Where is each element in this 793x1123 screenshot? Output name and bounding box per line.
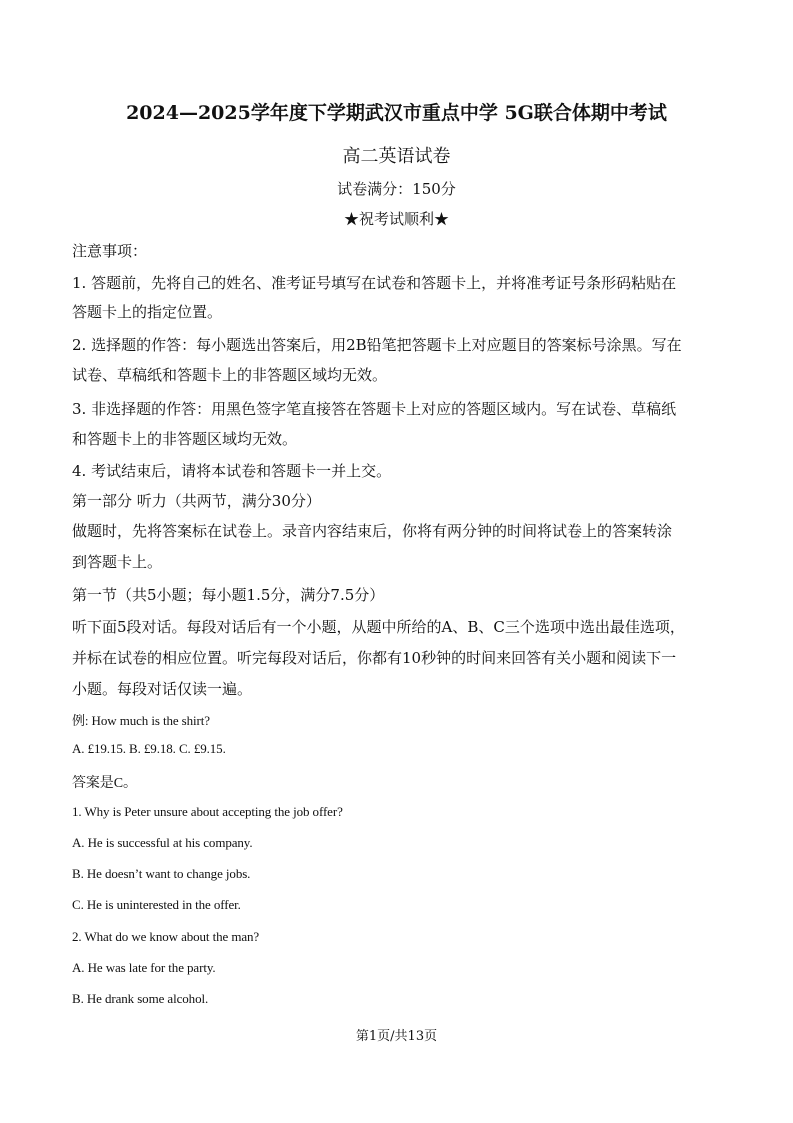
question-stem: 1. Why is Peter unsure about accepting the job offer? bbox=[72, 804, 343, 819]
notice-line: 1. 答题前，先将自己的姓名、准考证号填写在试卷和答题卡上，并将准考证号条形码粘贴在 bbox=[72, 274, 677, 292]
blessing: ★祝考试顺利★ bbox=[343, 210, 449, 228]
example-answer: 答案是C。 bbox=[72, 776, 137, 791]
section1-instruction: 并标在试卷的相应位置。听完每段对话后，你都有10秒钟的时间来回答有关小题和阅读下一 bbox=[72, 649, 677, 667]
full-score: 试卷满分：150分 bbox=[337, 180, 456, 198]
question-option: B. He doesn’t want to change jobs. bbox=[72, 866, 251, 881]
notice-heading: 注意事项： bbox=[72, 242, 148, 260]
notice-line: 4. 考试结束后，请将本试卷和答题卡一并上交。 bbox=[72, 462, 392, 480]
question-stem: 2. What do we know about the man? bbox=[72, 929, 260, 944]
example-question: 例: How much is the shirt? bbox=[72, 713, 210, 728]
section1-instruction: 听下面5段对话。每段对话后有一个小题，从题中所给的A、B、C三个选项中选出最佳选项， bbox=[72, 618, 685, 636]
question-option: B. He drank some alcohol. bbox=[72, 991, 209, 1006]
notice-line: 试卷、草稿纸和答题卡上的非答题区域均无效。 bbox=[72, 366, 388, 384]
example-options: A. £19.15. B. £9.18. C. £9.15. bbox=[72, 741, 226, 756]
part1-instruction: 做题时，先将答案标在试卷上。录音内容结束后，你将有两分钟的时间将试卷上的答案转涂 bbox=[72, 522, 673, 540]
notice-line: 2. 选择题的作答：每小题选出答案后，用2B铅笔把答题卡上对应题目的答案标号涂黑。写在 bbox=[72, 336, 682, 354]
notice-line: 和答题卡上的非答题区域均无效。 bbox=[72, 430, 298, 448]
section1-heading: 第一节（共5小题；每小题1.5分，满分7.5分） bbox=[72, 586, 385, 604]
exam-title: 2024—2025学年度下学期武汉市重点中学 5G联合体期中考试 bbox=[126, 102, 667, 124]
part1-heading: 第一部分 听力（共两节，满分30分） bbox=[72, 492, 321, 510]
page-number: 第1页/共13页 bbox=[355, 1029, 438, 1044]
exam-subtitle: 高二英语试卷 bbox=[342, 146, 451, 167]
question-option: A. He is successful at his company. bbox=[72, 835, 253, 850]
question-option: A. He was late for the party. bbox=[72, 960, 216, 975]
notice-line: 答题卡上的指定位置。 bbox=[72, 303, 223, 321]
question-option: C. He is uninterested in the offer. bbox=[72, 897, 241, 912]
notice-line: 3. 非选择题的作答：用黑色签字笔直接答在答题卡上对应的答题区域内。写在试卷、草稿纸 bbox=[72, 400, 677, 418]
section1-instruction: 小题。每段对话仅读一遍。 bbox=[72, 680, 253, 698]
part1-instruction: 到答题卡上。 bbox=[72, 553, 163, 571]
